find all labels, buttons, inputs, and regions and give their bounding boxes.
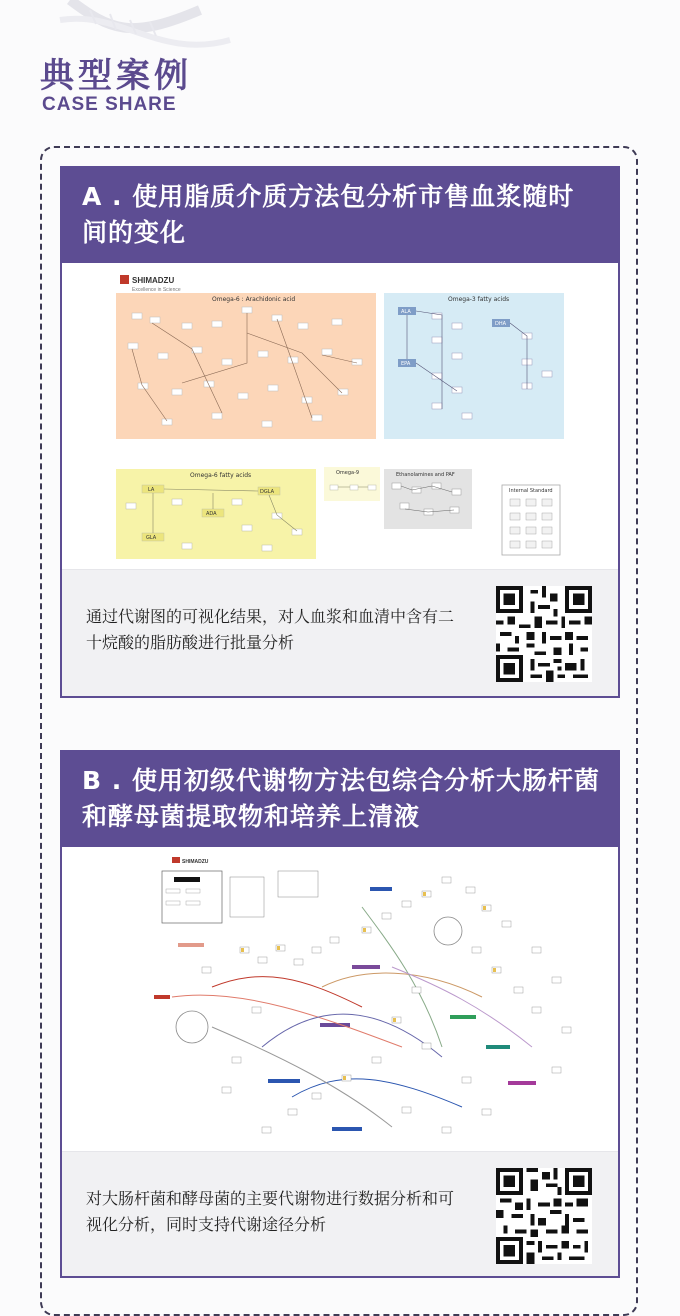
card-b-description: 对大肠杆菌和酵母菌的主要代谢物进行数据分析和可视化分析，同时支持代谢途径分析 — [86, 1189, 455, 1234]
panel-omega6-aa-label: Omega-6 : Arachidonic acid — [212, 296, 296, 303]
card-b-title: B . 使用初级代谢物方法包综合分析大肠杆菌和酵母菌提取物和培养上清液 — [62, 752, 618, 847]
panel-omega9-label: Omega-9 — [336, 470, 360, 476]
card-a-footer — [62, 569, 618, 696]
case-card-b — [60, 750, 620, 1278]
card-a-title: A . 使用脂质介质方法包分析市售血浆随时间的变化 — [62, 168, 618, 263]
svg-text:GLA: GLA — [146, 535, 157, 541]
brand-text: SHIMADZU — [132, 276, 175, 285]
metabolite-pathway-map — [62, 847, 618, 1151]
card-b-footer — [62, 1151, 618, 1276]
shimadzu-logo-icon — [172, 857, 180, 863]
svg-text:DGLA: DGLA — [260, 489, 275, 495]
qr-code-icon[interactable] — [496, 586, 592, 682]
section-title: 典型案例 — [40, 56, 192, 96]
lipid-pathway-figure — [62, 263, 618, 569]
brand-tagline: Excellence in Science — [132, 287, 181, 293]
svg-text:DHA: DHA — [495, 321, 507, 327]
qr-code-icon[interactable] — [496, 1168, 592, 1264]
panel-omega6-aa — [116, 293, 376, 439]
lipid-pathway-map — [62, 263, 618, 569]
svg-text:ALA: ALA — [401, 309, 411, 315]
panel-internal-standard-label: Internal Standard — [509, 488, 553, 494]
section-subtitle: CASE SHARE — [42, 94, 177, 115]
case-card-a — [60, 166, 620, 698]
panel-ethanolamines — [384, 469, 472, 529]
svg-text:ADA: ADA — [206, 511, 217, 517]
metabolite-pathway-figure — [62, 847, 618, 1151]
svg-text:LA: LA — [148, 487, 155, 493]
panel-omega3-label: Omega-3 fatty acids — [448, 296, 510, 303]
shimadzu-logo-icon — [120, 275, 129, 284]
svg-text:SHIMADZU: SHIMADZU — [182, 859, 209, 865]
panel-ethanolamines-label: Ethanolamines and PAF — [396, 472, 455, 478]
svg-text:EPA: EPA — [401, 361, 411, 367]
card-a-description: 通过代谢图的可视化结果，对人血浆和血清中含有二十烷酸的脂肪酸进行批量分析 — [86, 607, 455, 652]
panel-omega6-label: Omega-6 fatty acids — [190, 472, 252, 479]
